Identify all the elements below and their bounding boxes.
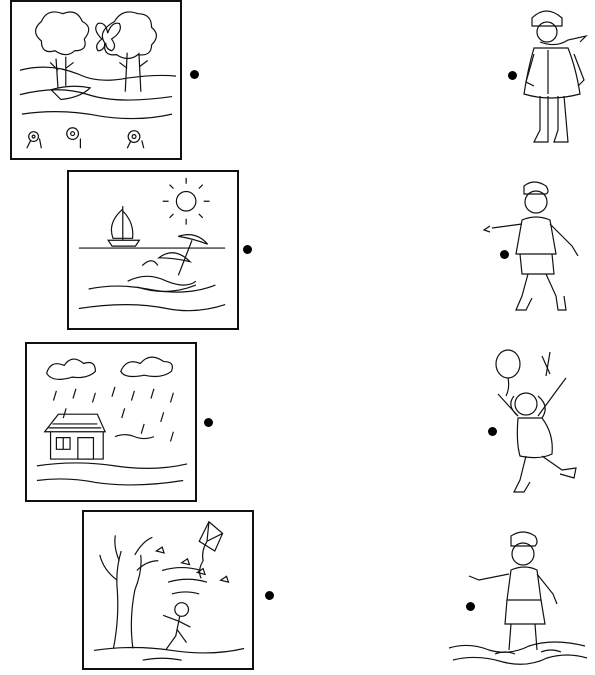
scene-rain-match-dot[interactable]: [204, 418, 213, 427]
boy-wading-in-water-icon: [445, 528, 590, 670]
child-wading-figure: [445, 528, 590, 670]
scene-rainy-house: [25, 342, 197, 502]
spring-garden-icon: [12, 2, 180, 158]
summer-beach-icon: [69, 172, 237, 328]
scene-autumn-tree: [82, 510, 254, 670]
rainy-house-icon: [27, 344, 195, 500]
scene-autumn-match-dot[interactable]: [265, 591, 274, 600]
child-in-winter-coat-icon: [512, 4, 588, 154]
scene-summer-match-dot[interactable]: [243, 245, 252, 254]
child-balloon-figure: [482, 348, 590, 503]
girl-with-balloon-icon: [482, 348, 590, 503]
child-running-figure: [480, 178, 590, 326]
scene-spring-match-dot[interactable]: [190, 70, 199, 79]
autumn-tree-kite-icon: [84, 512, 252, 668]
scene-spring-garden: [10, 0, 182, 160]
child-winter-figure: [512, 4, 588, 154]
scene-summer-beach: [67, 170, 239, 330]
boy-running-icon: [480, 178, 590, 326]
